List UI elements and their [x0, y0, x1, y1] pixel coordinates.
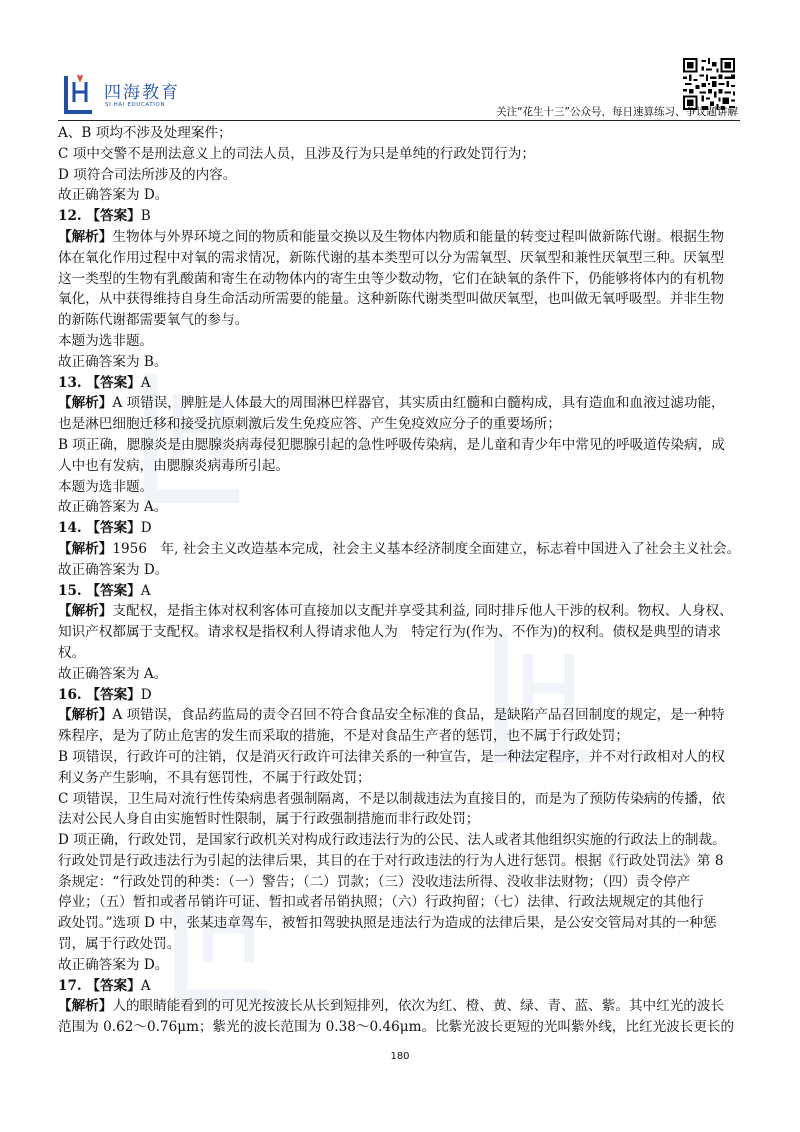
line-label: 15. 【答案】 — [58, 582, 141, 599]
line-text: A — [140, 977, 151, 994]
line-text: 1956 年, 社会主义改造基本完成，社会主义基本经济制度全面建立，标志着中国进入了社会主义社会。 — [112, 540, 741, 557]
header-divider — [58, 120, 740, 121]
text-line — [58, 768, 741, 789]
page-number: 180 — [390, 1051, 410, 1062]
line-label: 【解析】 — [58, 395, 113, 412]
text-line — [58, 1017, 741, 1038]
brand-logo — [58, 72, 248, 116]
text-line — [58, 352, 741, 373]
line-text: 也是淋巴细胞迁移和接受抗原刺激后发生免疫应答、产生免疫效应分子的重要场所； — [58, 416, 561, 433]
answer-line — [58, 227, 741, 248]
line-label: 13. 【答案】 — [58, 374, 141, 391]
line-text: 生物体与外界环境之间的物质和能量交换以及生物体内物质和能量的转变过程叫做新陈代谢。根据生物 — [112, 228, 725, 245]
line-text: 殊程序，是为了防止危害的发生而采取的措施，不是对食品生产者的惩罚，也不属于行政处罚； — [58, 728, 629, 745]
line-text: 权。 — [58, 644, 86, 661]
text-line — [58, 726, 741, 747]
text-line — [58, 144, 741, 165]
text-line — [58, 872, 741, 893]
line-text: 的新陈代谢都需要氧气的参与。 — [58, 312, 249, 329]
text-line — [58, 331, 741, 352]
text-line — [58, 165, 741, 186]
line-label: 17. 【答案】 — [58, 977, 141, 994]
answer-line — [58, 685, 741, 706]
line-text: C 项错误，卫生局对流行性传染病患者强制隔离，不是以制裁违法为直接目的，而是为了预防传染病的传播，依 — [58, 790, 726, 807]
line-text: 氧化，从中获得维持自身生命活动所需要的能量。这种新陈代谢类型叫做厌氧型，也叫做无氧呼吸型。并非生物 — [58, 291, 725, 308]
text-line — [58, 248, 741, 269]
text-line — [58, 435, 741, 456]
text-line — [58, 497, 741, 518]
text-line — [58, 955, 741, 976]
line-text: 支配权，是指主体对权利客体可直接加以支配并享受其利益, 同时排斥他人干涉的权利。物权、人身权、 — [112, 603, 733, 620]
answer-line — [58, 976, 741, 997]
line-text: 政处罚。”选项 D 中，张某违章驾车，被暂扣驾驶执照是违法行为造成的法律后果，是公安交管局对其的一种惩 — [58, 915, 717, 932]
line-text: 这一类型的生物有乳酸菌和寄生在动物体内的寄生虫等少数动物，它们在缺氧的条件下，仍能够将体内的有机物 — [58, 270, 725, 287]
line-label: 【解析】 — [58, 707, 113, 724]
answer-line — [58, 206, 741, 227]
qr-code-icon — [683, 58, 735, 110]
line-label: 14. 【答案】 — [58, 520, 141, 537]
text-line — [58, 310, 741, 331]
text-line — [58, 830, 741, 851]
text-line — [58, 851, 741, 872]
line-text: 故正确答案为 A。 — [58, 499, 168, 516]
line-text: D 项符合司法所涉及的内容。 — [58, 166, 237, 183]
line-text: B — [140, 208, 151, 225]
text-line — [58, 892, 741, 913]
line-label: 16. 【答案】 — [58, 686, 141, 703]
line-text: D — [140, 520, 152, 537]
line-text: 体在氧化作用过程中对氧的需求情况，新陈代谢的基本类型可以分为需氧型、厌氧型和兼性厌氧型三种。厌氧型 — [58, 249, 725, 266]
line-text: A — [140, 582, 151, 599]
text-line — [58, 934, 741, 955]
line-text: A 项错误，食品药监局的责令召回不符合食品安全标准的食品，是缺陷产品召回制度的规定，是一种特 — [112, 707, 725, 724]
text-line — [58, 643, 741, 664]
answer-line — [58, 393, 741, 414]
line-text: 法对公民人身自由实施暂时性限制，属于行政强制措施而非行政处罚； — [58, 811, 480, 828]
line-text: 本题为选非题。 — [58, 332, 154, 349]
line-text: A 项错误，脾脏是人体最大的周围淋巴样器官，其实质由红髓和白髓构成，具有造血和血液过滤功能， — [112, 395, 725, 412]
answer-line — [58, 581, 741, 602]
line-text: A、B 项均不涉及处理案件； — [58, 125, 232, 141]
line-text: 本题为选非题。 — [58, 478, 154, 495]
answer-line — [58, 518, 741, 539]
text-line — [58, 123, 741, 144]
text-line — [58, 809, 741, 830]
answer-line — [58, 601, 741, 622]
line-label: 【解析】 — [58, 540, 113, 557]
line-label: 【解析】 — [58, 998, 113, 1015]
line-text: 利义务产生影响，不具有惩罚性，不属于行政处罚； — [58, 769, 371, 786]
line-text: 知识产权都属于支配权。请求权是指权利人得请求他人为 特定行为(作为、不作为)的权利。债权是典型的请求 — [58, 624, 722, 641]
line-text: 条规定：“行政处罚的种类：（一）警告；（二）罚款；（三）没收违法所得、没收非法财物；（四）责令停产 — [58, 873, 691, 890]
text-line — [58, 664, 741, 685]
line-text: 人的眼睛能看到的可见光按波长从长到短排列，依次为红、橙、黄、绿、青、蓝、紫。其中红光的波长 — [112, 998, 725, 1015]
line-text: 故正确答案为 D。 — [58, 187, 169, 204]
line-text: 故正确答案为 B。 — [58, 353, 168, 370]
sihai-logo-icon — [58, 72, 100, 116]
text-line — [58, 913, 741, 934]
line-text: 停业；（五）暂扣或者吊销许可证、暂扣或者吊销执照；（六）行政拘留；（七）法律、行政法规规定的其他行 — [58, 894, 704, 911]
text-line — [58, 185, 741, 206]
answer-line — [58, 373, 741, 394]
logo-subtitle: SI HAI EDUCATION — [105, 102, 166, 108]
text-line — [58, 269, 741, 290]
text-line — [58, 477, 741, 498]
logo-name: 四海教育 — [104, 83, 180, 103]
answer-line — [58, 539, 741, 560]
text-line — [58, 560, 741, 581]
line-text: 范围为 0.62～0.76μm；紫光的波长范围为 0.38～0.46μm。比紫光波长更短的光叫紫外线，比红光波长更长的 — [58, 1019, 735, 1036]
line-label: 12. 【答案】 — [58, 208, 141, 225]
text-line — [58, 289, 741, 310]
text-line — [58, 747, 741, 768]
line-text: A — [140, 374, 151, 391]
answer-explanations — [58, 123, 741, 1038]
line-text: 故正确答案为 D。 — [58, 956, 169, 973]
line-label: 【解析】 — [58, 603, 113, 620]
line-text: B 项正确，腮腺炎是由腮腺炎病毒侵犯腮腺引起的急性呼吸传染病，是儿童和青少年中常见的呼吸道传染病，成 — [58, 436, 725, 453]
text-line — [58, 622, 741, 643]
line-text: D — [140, 686, 152, 703]
line-text: 行政处罚是行政违法行为引起的法律后果，其目的在于对行政违法的行为人进行惩罚。根据《行政处罚法》第 8 — [58, 852, 724, 869]
line-label: 【解析】 — [58, 228, 113, 245]
answer-line — [58, 996, 741, 1017]
answer-line — [58, 705, 741, 726]
text-line — [58, 414, 741, 435]
line-text: 故正确答案为 A。 — [58, 665, 168, 682]
line-text: 人中也有发病，由腮腺炎病毒所引起。 — [58, 457, 290, 474]
text-line — [58, 456, 741, 477]
line-text: D 项正确，行政处罚，是国家行政机关对构成行政违法行为的公民、法人或者其他组织实施的行政法上的制裁。 — [58, 832, 726, 849]
line-text: 罚，属于行政处罚。 — [58, 936, 181, 953]
line-text: C 项中交警不是刑法意义上的司法人员，且涉及行为只是单纯的行政处罚行为； — [58, 145, 535, 162]
page-header — [0, 0, 800, 122]
line-text: 故正确答案为 D。 — [58, 561, 169, 578]
header-slogan: 关注“花生十三”公众号，每日速算练习、争议题讲解 — [496, 106, 738, 118]
text-line — [58, 789, 741, 810]
line-text: B 项错误，行政许可的注销，仅是消灭行政许可法律关系的一种宣告，是一种法定程序，并不对行政相对人的权 — [58, 748, 725, 765]
